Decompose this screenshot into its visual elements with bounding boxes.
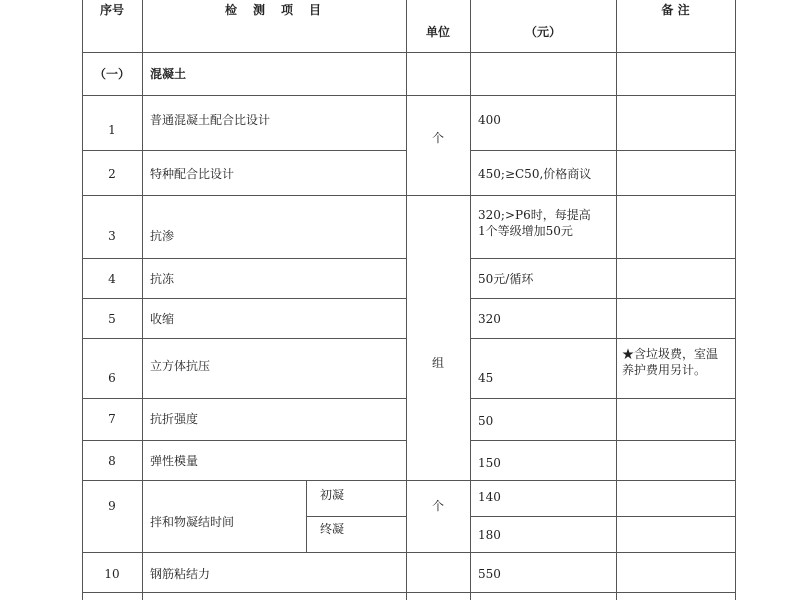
row-number: 2 — [108, 167, 116, 181]
unit-label: 个 — [431, 499, 444, 513]
row-number: 4 — [108, 272, 116, 286]
row-price: 400 — [478, 113, 501, 127]
header-item: 检 测 项 目 — [224, 3, 323, 17]
header-unit: 单位 — [425, 25, 450, 39]
header-seq: 序号 — [99, 3, 124, 17]
row-item-name: 抗折强度 — [150, 412, 199, 426]
row-price: 50 — [478, 414, 494, 428]
row-number: 8 — [108, 454, 116, 468]
row-item-name: 弹性模量 — [150, 454, 199, 468]
header-remark: 备 注 — [661, 3, 690, 17]
row-remark-line2: 养护费用另计。 — [622, 363, 707, 377]
row-item-name: 抗冻 — [150, 272, 175, 286]
row-remark-line1: ★含垃圾费，室温 — [622, 347, 719, 361]
row-price: 450;≥C50,价格商议 — [478, 167, 592, 181]
row-item-name: 立方体抗压 — [150, 359, 211, 373]
unit-label: 组 — [431, 356, 444, 370]
row-subitem: 初凝 — [320, 488, 345, 502]
row-number: 5 — [108, 312, 116, 326]
row-number: 6 — [108, 371, 116, 385]
row-price: 45 — [478, 371, 494, 385]
row-item-name: 抗渗 — [150, 229, 175, 243]
row-price-line2: 1个等级增加50元 — [478, 224, 573, 238]
row-price-line1: 320;>P6时，每提高 — [478, 208, 591, 222]
row-number: 10 — [104, 567, 120, 581]
row-item-name: 收缩 — [150, 312, 175, 326]
header-price: （元） — [524, 25, 561, 39]
section-title: 混凝土 — [150, 67, 187, 81]
row-price: 180 — [478, 528, 501, 542]
row-price: 150 — [478, 456, 501, 470]
row-price: 50元/循环 — [478, 272, 534, 286]
row-item-name: 钢筋粘结力 — [150, 567, 211, 581]
row-item-name: 特种配合比设计 — [150, 167, 235, 181]
row-number: 9 — [108, 499, 116, 513]
row-subitem: 终凝 — [320, 522, 345, 536]
row-price: 550 — [478, 567, 501, 581]
row-number: 7 — [108, 412, 116, 426]
row-number: 3 — [108, 229, 116, 243]
section-number: （一） — [93, 67, 130, 81]
row-number: 1 — [108, 123, 116, 137]
row-item-name: 拌和物凝结时间 — [150, 515, 235, 529]
row-price: 140 — [478, 490, 501, 504]
unit-label: 个 — [431, 131, 444, 145]
row-price: 320 — [478, 312, 501, 326]
row-item-name: 普通混凝土配合比设计 — [150, 113, 271, 127]
